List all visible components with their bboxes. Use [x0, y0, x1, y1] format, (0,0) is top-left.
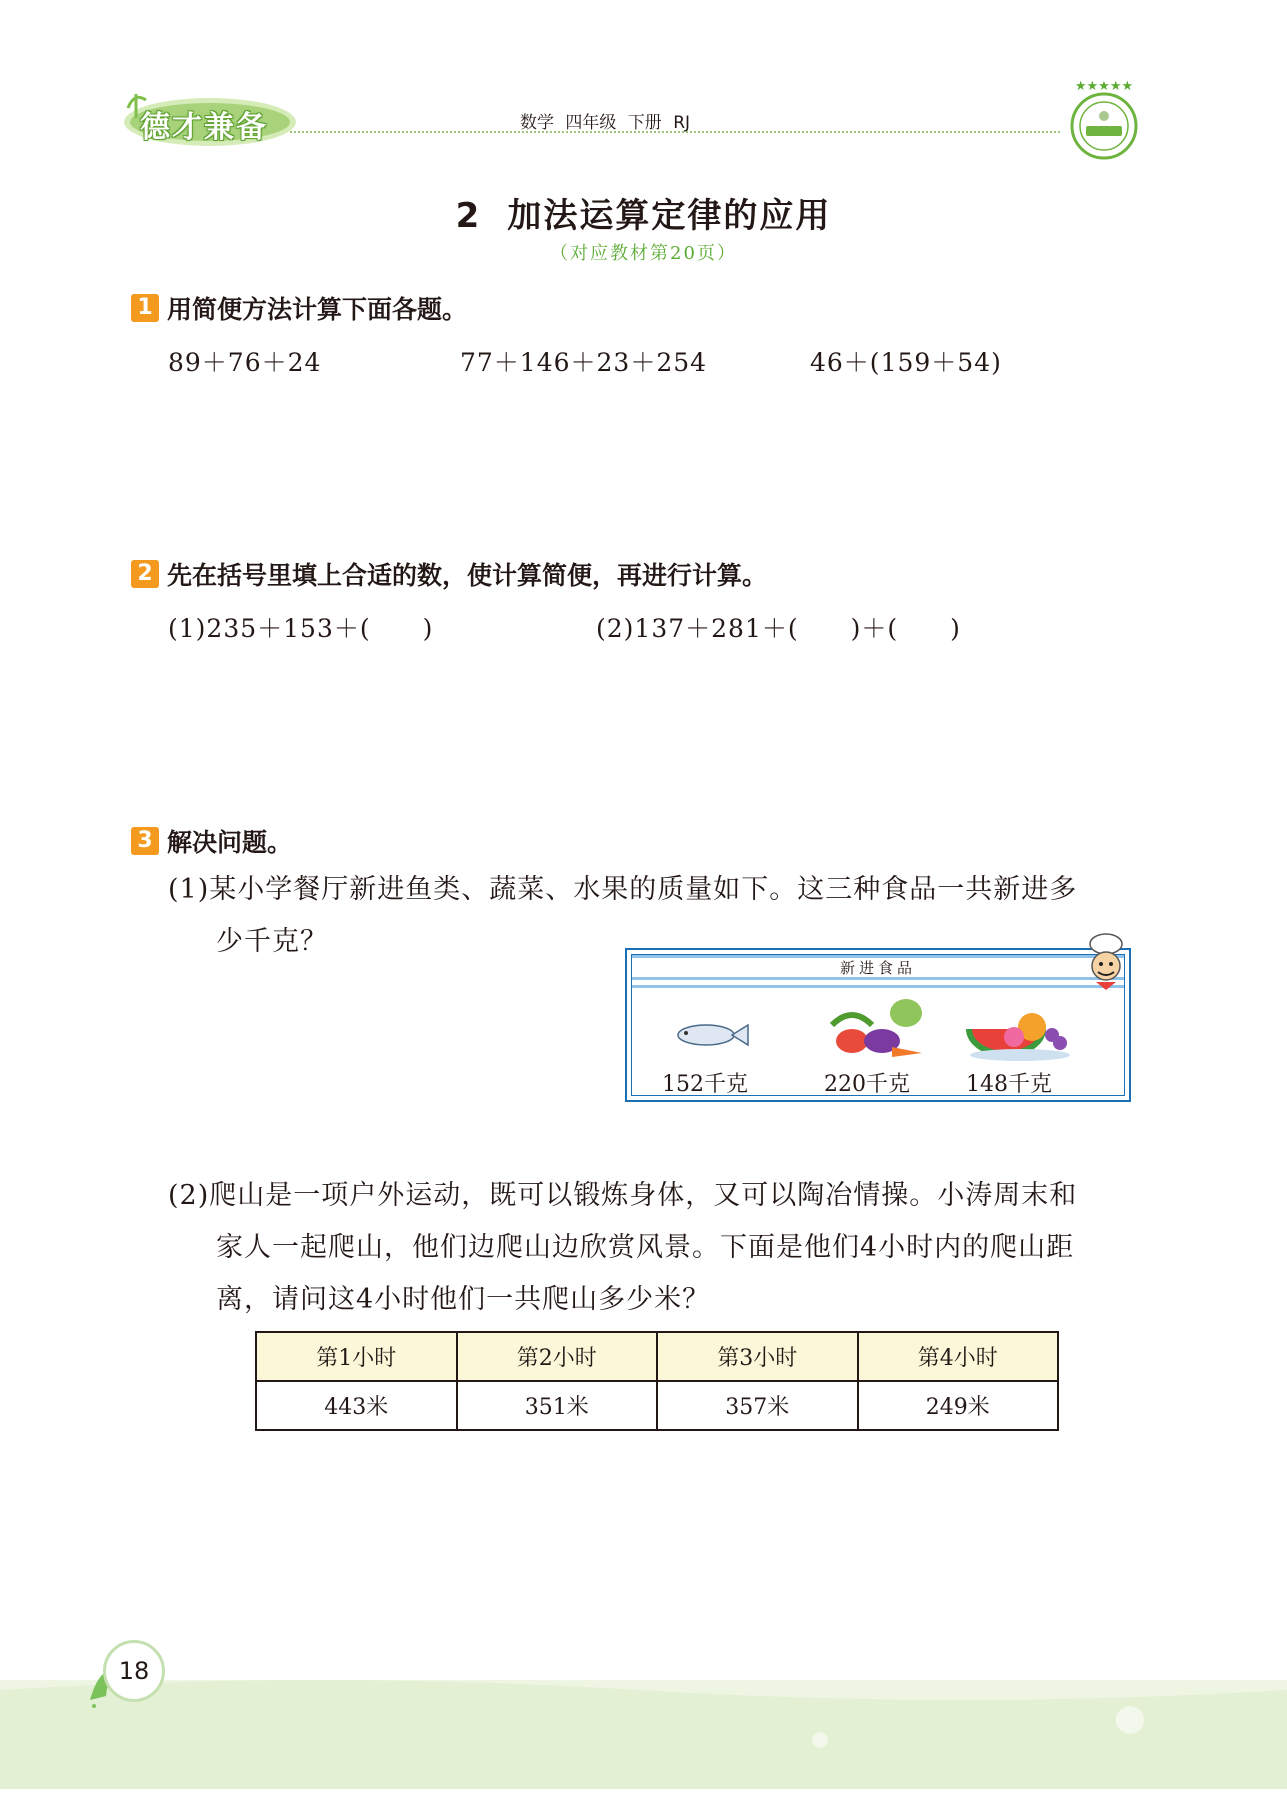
table-header-row [256, 1332, 1058, 1381]
food-panel-title: 新进食品 [839, 959, 916, 977]
q1-expression-3: 46＋(159＋54) [810, 348, 1002, 377]
stripe [632, 985, 1124, 988]
q3-part1-line1: (1)某小学餐厅新进鱼类、蔬菜、水果的质量如下。这三种食品一共新进多 [168, 874, 1078, 905]
q1-expression-2: 77＋146＋23＋254 [460, 348, 708, 377]
question-1-instruction: 用简便方法计算下面各题。 [167, 295, 468, 324]
title-text: 加法运算定律的应用 [507, 196, 832, 236]
food-label-fruits: 148千克 [966, 1072, 1052, 1097]
subject-info: 数学 四年级 下册 RJ [520, 113, 691, 133]
question-number-badge: 1 [131, 294, 159, 322]
question-number-badge: 3 [131, 827, 159, 855]
stripe [632, 977, 1124, 980]
climbing-distance-table [255, 1331, 1059, 1431]
brand-logo [118, 88, 298, 148]
question-2-instruction: 先在括号里填上合适的数，使计算简便，再进行计算。 [167, 561, 768, 590]
seal-logo [1064, 78, 1144, 162]
question-2-heading [131, 556, 767, 592]
table-cell: 351米 [457, 1381, 658, 1430]
q3-part2-line2: 家人一起爬山，他们边爬山边欣赏风景。下面是他们4小时内的爬山距 [216, 1232, 1075, 1263]
footer-band [0, 1680, 1287, 1789]
question-3-heading [131, 823, 292, 859]
table-header-cell: 第2小时 [457, 1332, 658, 1381]
fish-icon [672, 1015, 752, 1055]
q3-part2-line1: (2)爬山是一项户外运动，既可以锻炼身体，又可以陶冶情操。小涛周末和 [168, 1180, 1078, 1211]
food-panel-inner [631, 954, 1125, 1096]
fruits-icon [962, 999, 1072, 1063]
footer-wave [0, 1680, 1287, 1789]
question-1-heading [131, 290, 467, 326]
food-label-vegetables: 220千克 [824, 1072, 910, 1097]
chef-cartoon-icon [1082, 932, 1130, 1002]
table-cell: 357米 [657, 1381, 858, 1430]
page-number: 18 [103, 1640, 165, 1702]
q1-expression-1: 89＋76＋24 [168, 348, 322, 377]
table-cell: 443米 [256, 1381, 457, 1430]
section-number: 2 [455, 196, 482, 236]
q3-part2-line3: 离，请问这4小时他们一共爬山多少米？ [216, 1284, 711, 1315]
question-number-badge: 2 [131, 560, 159, 588]
food-label-fish: 152千克 [662, 1072, 748, 1097]
table-header-cell: 第3小时 [657, 1332, 858, 1381]
q2-item-1: (1)235＋153＋( ) [168, 614, 434, 643]
question-3-instruction: 解决问题。 [167, 828, 293, 857]
vegetables-icon [822, 995, 932, 1061]
q3-part1-line2: 少千克？ [216, 926, 328, 957]
brand-text: 德才兼备 [140, 110, 268, 145]
new-food-panel [625, 948, 1131, 1102]
table-header-cell: 第4小时 [858, 1332, 1059, 1381]
page-title [0, 188, 1287, 237]
q2-item-2: (2)137＋281＋( )＋( ) [596, 614, 961, 643]
seal-icon [1064, 78, 1144, 162]
svg-text:★★★★★: ★★★★★ [1074, 79, 1134, 94]
table-cell: 249米 [858, 1381, 1059, 1430]
table-header-cell: 第1小时 [256, 1332, 457, 1381]
table-row [256, 1381, 1058, 1430]
textbook-reference: （对应教材第20页） [550, 243, 737, 264]
